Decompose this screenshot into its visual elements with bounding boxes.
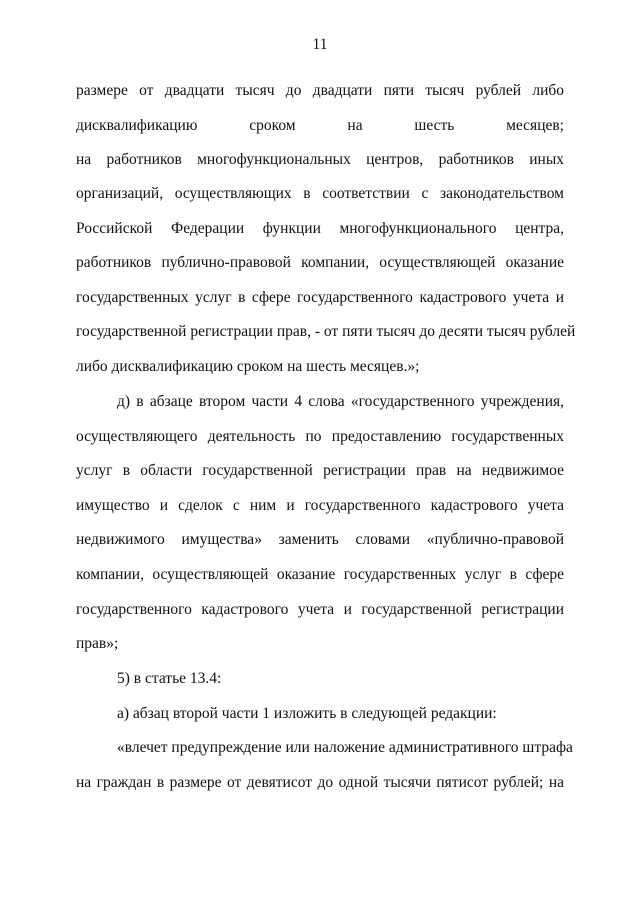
text-line: либо дисквалификацию сроком на шесть месяцев.»; [76,358,420,375]
text-line: услуг в области государственной регистрации прав на недвижимое [76,462,564,479]
text-line: компании, осуществляющей оказание государственных услуг в сфере [76,566,564,583]
text-line: д) в абзаце втором части 4 слова «государственного учреждения, [117,393,564,410]
text-line: осуществляющего деятельность по предоставлению государственных [76,428,564,445]
text-line: на граждан в размере от девятисот до одной тысячи пятисот рублей; на [76,774,564,791]
page-number: 11 [312,36,328,53]
text-line: государственного кадастрового учета и государственной регистрации [76,601,564,618]
text-line: размере от двадцати тысяч до двадцати пяти тысяч рублей либо [76,82,564,99]
text-line: организаций, осуществляющих в соответствии с законодательством [76,185,564,202]
text-line: Российской Федерации функции многофункционального центра, [76,220,564,237]
text-line: дисквалификацию сроком на шесть месяцев; [76,117,564,134]
text-line: государственной регистрации прав, - от пяти тысяч до десяти тысяч рублей [76,323,576,340]
text-line: 5) в статье 13.4: [117,670,222,687]
text-line: имущество и сделок с ним и государственного кадастрового учета [76,497,564,514]
text-line: недвижимого имущества» заменить словами «публично-правовой [76,531,564,548]
text-line: а) абзац второй части 1 изложить в следующей редакции: [117,705,497,722]
text-line: прав»; [76,635,119,652]
text-line: государственных услуг в сфере государственного кадастрового учета и [76,289,564,306]
text-line: работников публично-правовой компании, осуществляющей оказание [76,254,564,271]
text-line: на работников многофункциональных центров, работников иных [76,151,564,168]
text-line: «влечет предупреждение или наложение административного штрафа [117,739,573,756]
